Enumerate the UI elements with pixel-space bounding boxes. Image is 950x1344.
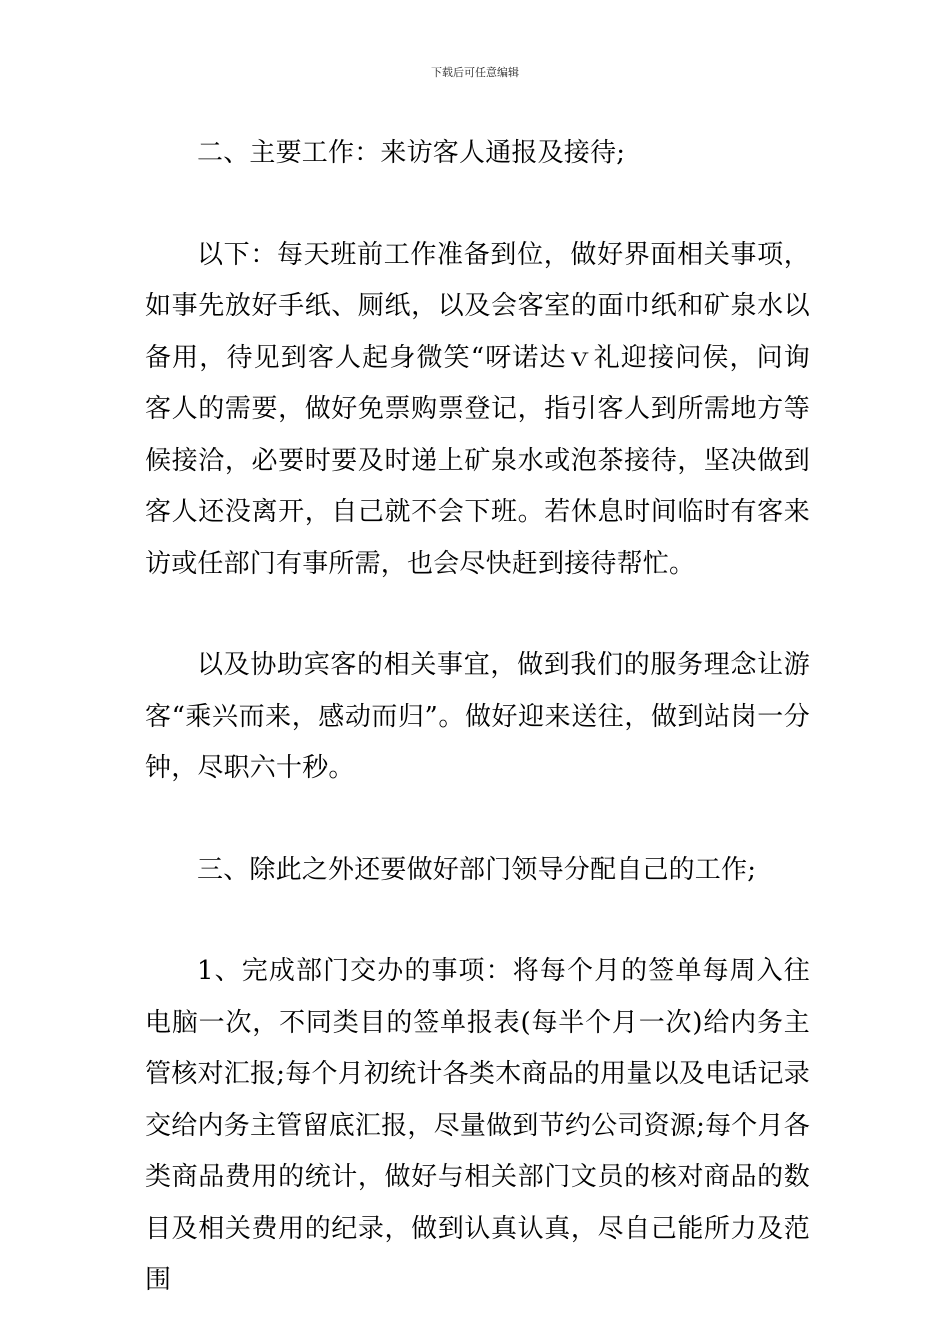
page-header: 下载后可任意编辑 — [431, 66, 519, 79]
service-philosophy-paragraph: 以及协助宾客的相关事宜，做到我们的服务理念让游客“乘兴而来，感动而归”。做好迎来送往，做到站岗一分钟，尽职六十秒。 — [145, 650, 810, 783]
assigned-tasks-paragraph: 1、完成部门交办的事项：将每个月的签单每周入往电脑一次，不同类目的签单报表(每半个月一次)给内务主管核对汇报;每个月初统计各类木商品的用量以及电话记录交给内务主管留底汇报，尽量做到节约公司资源;每个月各类商品费用的统计，做好与相关部门文员的核对商品的数目及相关费用的纪录，做到认真认真，尽自己能所力及范围 — [145, 956, 810, 1295]
paragraph-spacer — [145, 896, 810, 946]
document-body — [145, 128, 810, 1307]
section-two-heading: 二、主要工作：来访客人通报及接待; — [197, 138, 626, 168]
paragraph-spacer — [145, 180, 810, 230]
section-three-heading: 三、除此之外还要做好部门领导分配自己的工作; — [197, 854, 757, 885]
paragraph-spacer — [145, 590, 810, 640]
paragraph-spacer — [145, 795, 810, 845]
reception-duties-paragraph: 以下：每天班前工作准备到位，做好界面相关事项，如事先放好手纸、厕纸，以及会客室的面巾纸和矿泉水以备用，待见到客人起身微笑“呀诺达ｖ礼迎接问侯，问询客人的需要，做好免票购票登记，指引客人到所需地方等候接洽，必要时要及时递上矿泉水或泡茶接待，坚决做到客人还没离开，自己就不会下班。若休息时间临时有客来访或任部门有事所需，也会尽快赶到接待帮忙。 — [145, 239, 810, 579]
